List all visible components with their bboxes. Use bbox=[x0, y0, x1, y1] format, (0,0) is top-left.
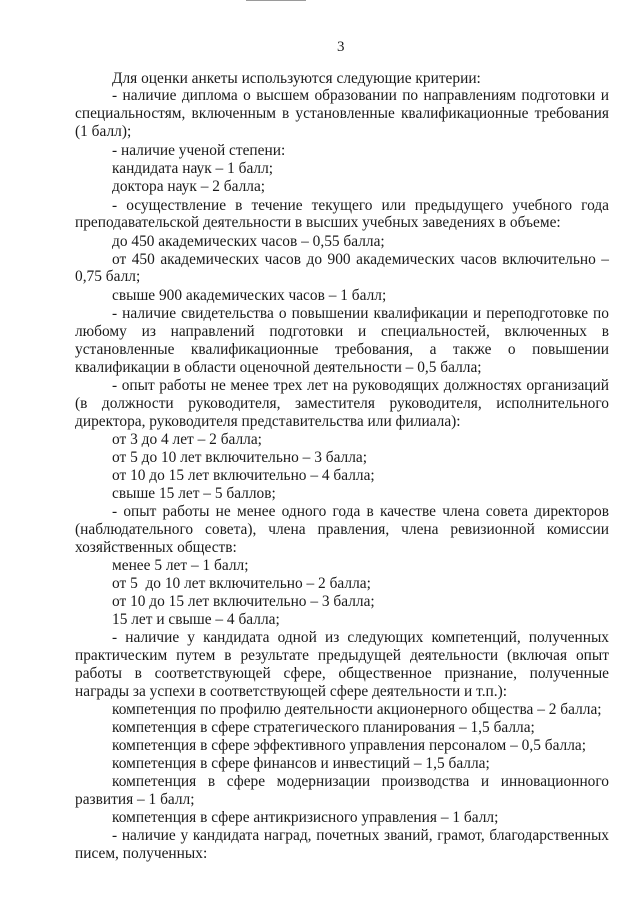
text-line: компетенция в сфере финансов и инвестиций – 1,5 балла; bbox=[112, 755, 490, 772]
text-line: работы в соответствующей сфере, общественное признание, полученные bbox=[75, 665, 609, 682]
text-line: (наблюдательного совета), члена правления, члена ревизионной комиссии bbox=[75, 521, 609, 538]
text-line: от 3 до 4 лет – 2 балла; bbox=[112, 431, 262, 448]
text-line: развития – 1 балл; bbox=[75, 791, 195, 808]
text-line: компетенция по профилю деятельности акционерного общества – 2 балла; bbox=[112, 701, 602, 718]
text-line: писем, полученных: bbox=[75, 845, 208, 862]
text-line: компетенция в сфере антикризисного управления – 1 балл; bbox=[112, 809, 499, 826]
text-line: Для оценки анкеты используются следующие критерии: bbox=[112, 70, 481, 87]
text-line: (1 балл); bbox=[75, 123, 132, 140]
text-line: преподавательской деятельности в высших учебных заведениях в объеме: bbox=[75, 214, 561, 231]
text-line: - наличие у кандидата наград, почетных званий, грамот, благодарственных bbox=[112, 827, 609, 844]
text-line: от 5 до 10 лет включительно – 2 балла; bbox=[112, 575, 371, 592]
text-line: от 10 до 15 лет включительно – 3 балла; bbox=[112, 593, 375, 610]
text-line: до 450 академических часов – 0,55 балла; bbox=[112, 233, 385, 250]
text-line: от 450 академических часов до 900 академических часов включительно – bbox=[112, 251, 609, 268]
text-line: хозяйственных обществ: bbox=[75, 539, 237, 556]
text-line: компетенция в сфере модернизации производства и инновационного bbox=[112, 773, 609, 790]
text-line: - наличие диплома о высшем образовании по направлениям подготовки и bbox=[112, 87, 609, 104]
text-line: менее 5 лет – 1 балл; bbox=[112, 557, 249, 574]
text-line: - осуществление в течение текущего или предыдущего учебного года bbox=[112, 197, 609, 214]
text-line: 0,75 балл; bbox=[75, 268, 141, 285]
text-line: - опыт работы не менее трех лет на руководящих должностях организаций bbox=[112, 377, 609, 394]
text-line: практическим путем в результате предыдущей деятельности (включая опыт bbox=[75, 647, 609, 664]
text-line: 15 лет и свыше – 4 балла; bbox=[112, 611, 280, 628]
text-line: от 10 до 15 лет включительно – 4 балла; bbox=[112, 467, 375, 484]
text-line: любому из направлений подготовки и специальностей, включенных в bbox=[75, 323, 609, 340]
text-line: компетенция в сфере эффективного управления персоналом – 0,5 балла; bbox=[112, 737, 587, 754]
text-line: от 5 до 10 лет включительно – 3 балла; bbox=[112, 449, 368, 466]
text-line: награды за успехи в соответствующей сфере деятельности и т.п.): bbox=[75, 683, 508, 700]
text-line: - наличие у кандидата одной из следующих компетенций, полученных bbox=[112, 629, 609, 646]
text-line: компетенция в сфере стратегического планирования – 1,5 балла; bbox=[112, 719, 535, 736]
top-rule bbox=[246, 0, 306, 1]
text-line: директора, руководителя представительства или филиала): bbox=[75, 413, 461, 430]
text-line: свыше 15 лет – 5 баллов; bbox=[112, 485, 276, 502]
text-line: кандидата наук – 1 балл; bbox=[112, 160, 274, 177]
text-line: свыше 900 академических часов – 1 балл; bbox=[112, 287, 387, 304]
text-line: - наличие ученой степени: bbox=[112, 142, 286, 159]
page-number: 3 bbox=[337, 39, 345, 55]
text-line: специальностям, включенным в установленные квалификационные требования bbox=[75, 105, 609, 122]
text-line: (в должности руководителя, заместителя руководителя, исполнительного bbox=[75, 395, 609, 412]
text-line: доктора наук – 2 балла; bbox=[112, 178, 266, 195]
text-line: установленные квалификационные требования, а также о повышении bbox=[75, 341, 609, 358]
text-line: квалификации в области оценочной деятельности – 0,5 балла; bbox=[75, 359, 482, 376]
text-line: - наличие свидетельства о повышении квалификации и переподготовке по bbox=[112, 305, 609, 322]
text-line: - опыт работы не менее одного года в качестве члена совета директоров bbox=[112, 503, 609, 520]
